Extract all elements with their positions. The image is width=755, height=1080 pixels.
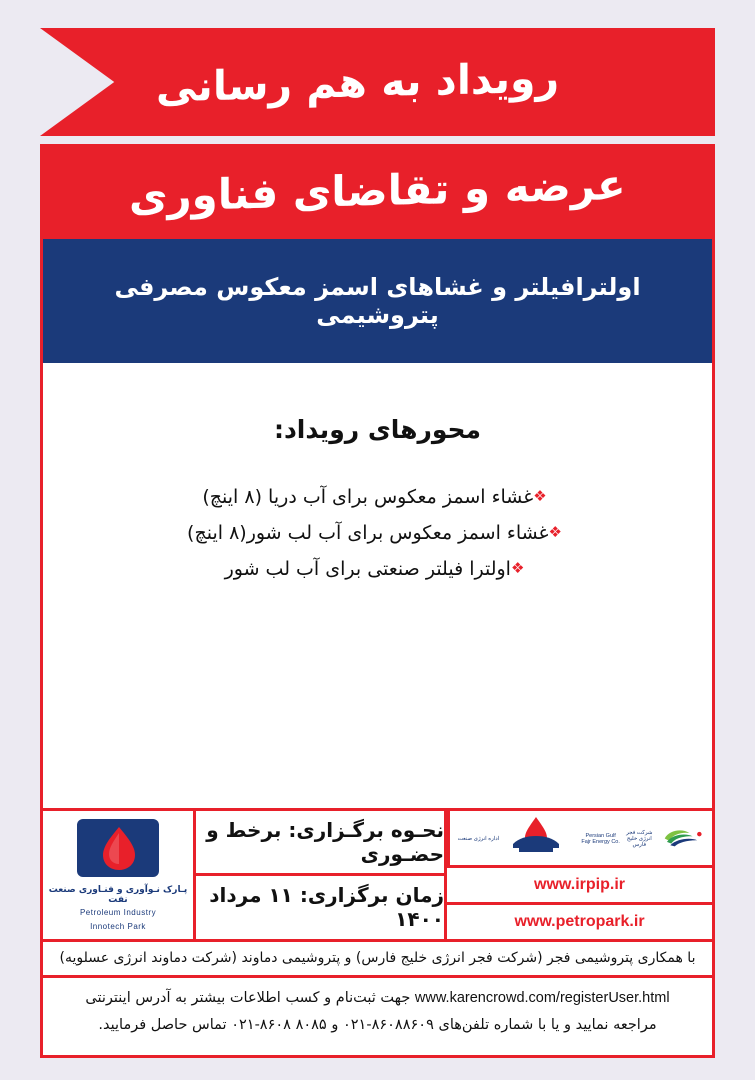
oil-ministry-logo-icon: [499, 814, 573, 862]
event-date: زمان برگزاری: ۱۱ مرداد ۱۴۰۰: [209, 883, 444, 932]
sponsor-logos-group: [444, 811, 712, 939]
fajr-energy-logo-icon: [658, 817, 712, 859]
list-item: [43, 486, 712, 508]
innotech-park-logo-icon: [75, 817, 161, 883]
axis-text: اولترا فیلتر صنعتی برای آب لب شور: [224, 558, 511, 580]
bullet-icon: ❖: [533, 487, 547, 505]
subtitle-band-text: عرضه و تقاضای فناوری: [129, 159, 626, 221]
sponsor-logos-row: [447, 811, 712, 868]
registration-url[interactable]: www.karencrowd.com/registerUser.html: [414, 989, 670, 1006]
innotech-park-logo-cell: [43, 811, 193, 939]
registration-line-1: [49, 988, 706, 1010]
axis-text: غشاء اسمز معکوس برای آب لب شور(۸ اینچ): [187, 522, 549, 544]
event-mode: نحـوه برگـزاری: برخط و حضـوری: [196, 811, 444, 877]
registration-line-2: مراجعه نمایید و یا با شماره تلفن‌های ۸۶۰۸۸۶۰۹-۰۲۱ و ۸۰۸۵ ۸۶۰۸-۰۲۱ تماس حاصل فرمایید.: [98, 1017, 657, 1034]
fajr-logo-cell: [581, 811, 712, 865]
poster-footer: [43, 808, 712, 1056]
bullet-icon: ❖: [548, 523, 562, 541]
event-info-column: [193, 811, 444, 939]
axes-heading: محورهای رویداد:: [273, 415, 482, 444]
oil-ministry-logo-cell: [447, 811, 581, 865]
url-irpip[interactable]: www.irpip.ir: [534, 875, 625, 893]
bullet-icon: ❖: [510, 559, 525, 577]
event-topic-title: اولترافیلتر و غشاهای اسمز معکوس مصرفی پتروشیمی: [114, 273, 641, 329]
blue-title-bar: [43, 239, 712, 363]
park-caption-fa: پـارک نـوآوری و فنـاوری صنعت نفت: [48, 884, 188, 905]
axes-list: [43, 486, 712, 580]
list-item: [43, 522, 712, 544]
list-item: [43, 558, 712, 580]
url-petropark[interactable]: www.petropark.ir: [447, 902, 712, 939]
axis-text: غشاء اسمز معکوس برای آب دریا (۸ اینچ): [202, 486, 534, 508]
top-ribbon: [40, 28, 715, 136]
fajr-logo-caption-fa: شرکت فجر انرژی خلیج فارس: [626, 829, 653, 848]
subtitle-band: [40, 144, 715, 236]
oil-ministry-caption: اداره انرژی صنعت: [457, 835, 500, 842]
poster-body: [40, 236, 715, 1058]
partners-line: با همکاری پتروشیمی فجر (شرکت فجر انرژی خلیج فارس) و پتروشیمی دماوند (شرکت دماوند انرژی عسلویه): [43, 939, 712, 975]
park-caption-en-1: Petroleum Industry: [79, 907, 157, 917]
registration-block: [43, 975, 712, 1056]
footer-top-row: [43, 811, 712, 939]
registration-text-1: جهت ثبت‌نام و کسب اطلاعات بیشتر به آدرس اینترنتی: [85, 989, 411, 1006]
ribbon-title: رویداد به هم رسانی: [155, 53, 560, 112]
fajr-logo-caption-en: Persian Gulf Fajr Energy Co.: [581, 832, 620, 845]
park-caption-en-2: Innotech Park: [90, 921, 146, 931]
